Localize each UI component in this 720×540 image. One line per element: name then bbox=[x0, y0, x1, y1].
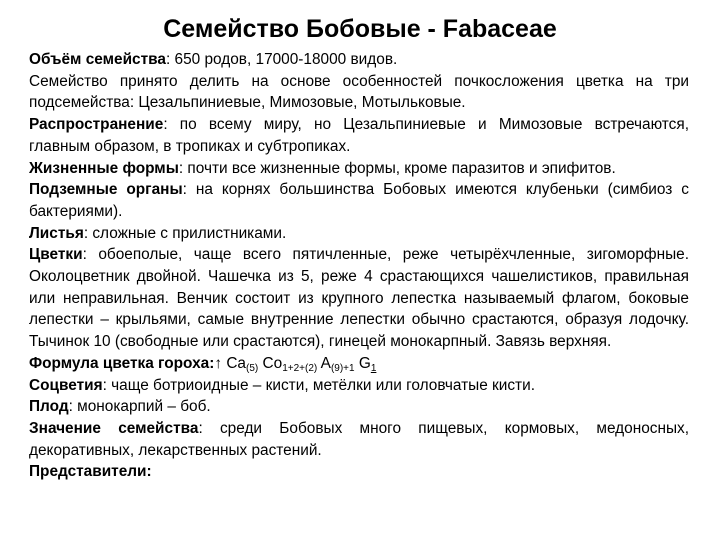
paragraph-text: : 650 родов, 17000-18000 видов. bbox=[165, 51, 398, 68]
paragraph-inflorescence bbox=[29, 375, 689, 397]
paragraph-text: : на корнях большинства Бобовых имеются клубеньки (симбиоз с бактериями). bbox=[29, 181, 689, 220]
paragraph-flower-formula bbox=[29, 353, 689, 375]
paragraph-text: : bbox=[146, 463, 152, 481]
slide-body bbox=[29, 49, 689, 483]
paragraph-label: Значение семейства bbox=[29, 419, 199, 437]
paragraph-flowers bbox=[29, 244, 689, 353]
paragraph-label: Цветки bbox=[29, 246, 83, 264]
paragraph-subfamilies bbox=[29, 71, 689, 114]
paragraph-label: Листья bbox=[29, 224, 84, 242]
paragraph-family-size bbox=[29, 49, 689, 71]
paragraph-label: Распространение bbox=[29, 116, 164, 134]
paragraph-life-forms bbox=[29, 158, 689, 180]
formula-corolla: Co bbox=[262, 354, 283, 372]
paragraph-text: : монокарпий – боб. bbox=[68, 398, 211, 416]
formula-label: Формула цветка гороха bbox=[29, 354, 210, 372]
formula-colon: : bbox=[209, 354, 215, 372]
paragraph-text: : почти все жизненные формы, кроме паразитов и эпифитов. bbox=[178, 159, 616, 177]
paragraph-label: Объём семейства bbox=[29, 51, 166, 68]
paragraph-label: Жизненные формы bbox=[29, 159, 179, 177]
paragraph-text: Семейство принято делить на основе особенностей почкосложения цветка на три подсемейства: Цезальпиниевые, Мимозовые, Мотыльковые. bbox=[29, 72, 689, 112]
paragraph-text: : по всему миру, но Цезальпиниевые и Мимозовые встречаются, главным образом, в тропиках и субтропиках. bbox=[29, 116, 689, 155]
paragraph-label: Подземные органы bbox=[29, 181, 183, 199]
paragraph-importance bbox=[29, 418, 689, 461]
formula-calyx: Ca bbox=[226, 354, 246, 372]
paragraph-representatives bbox=[29, 461, 689, 483]
slide-title: Семейство Бобовые - Fabaceae bbox=[163, 15, 557, 43]
paragraph-leaves bbox=[29, 223, 689, 245]
paragraph-label: Плод bbox=[29, 398, 69, 416]
paragraph-fruit bbox=[29, 396, 689, 418]
paragraph-text: : чаще ботриоидные – кисти, метёлки или головчатые кисти. bbox=[102, 376, 535, 394]
paragraph-text: : сложные с прилистниками. bbox=[83, 224, 287, 242]
paragraph-label: Соцветия bbox=[29, 376, 103, 394]
formula-androecium-count: (9)+1 bbox=[330, 362, 355, 374]
formula-gynoecium-count: 1 bbox=[370, 362, 377, 374]
formula-androecium: A bbox=[320, 354, 331, 372]
paragraph-distribution bbox=[29, 114, 689, 157]
paragraph-text: : обоеполые, чаще всего пятичленные, реже четырёхчленные, зигоморфные. Околоцветник двойной. Чашечка из 5, реже 4 срастающихся чашелистиков, правильная или неправильная. Венчик состоит из крупного лепестка называемый флагом, боковые лепестки – крыльями, самые внутренние лепестки обычно срастаются, образуя лодочку. Тычинок 10 (свободные или срастаются), гинецей монокарпный. Завязь верхняя. bbox=[29, 246, 689, 351]
paragraph-text: : среди Бобовых много пищевых, кормовых, медоносных, декоративных, лекарственных растений. bbox=[29, 419, 689, 459]
formula-corolla-count: 1+2+(2) bbox=[282, 362, 318, 374]
formula-gynoecium: G bbox=[358, 354, 371, 372]
paragraph-label: Представители bbox=[29, 463, 147, 481]
paragraph-underground-organs bbox=[29, 179, 689, 222]
zygomorphic-arrow-icon: ↑ bbox=[214, 354, 223, 372]
formula-calyx-count: (5) bbox=[246, 362, 259, 374]
